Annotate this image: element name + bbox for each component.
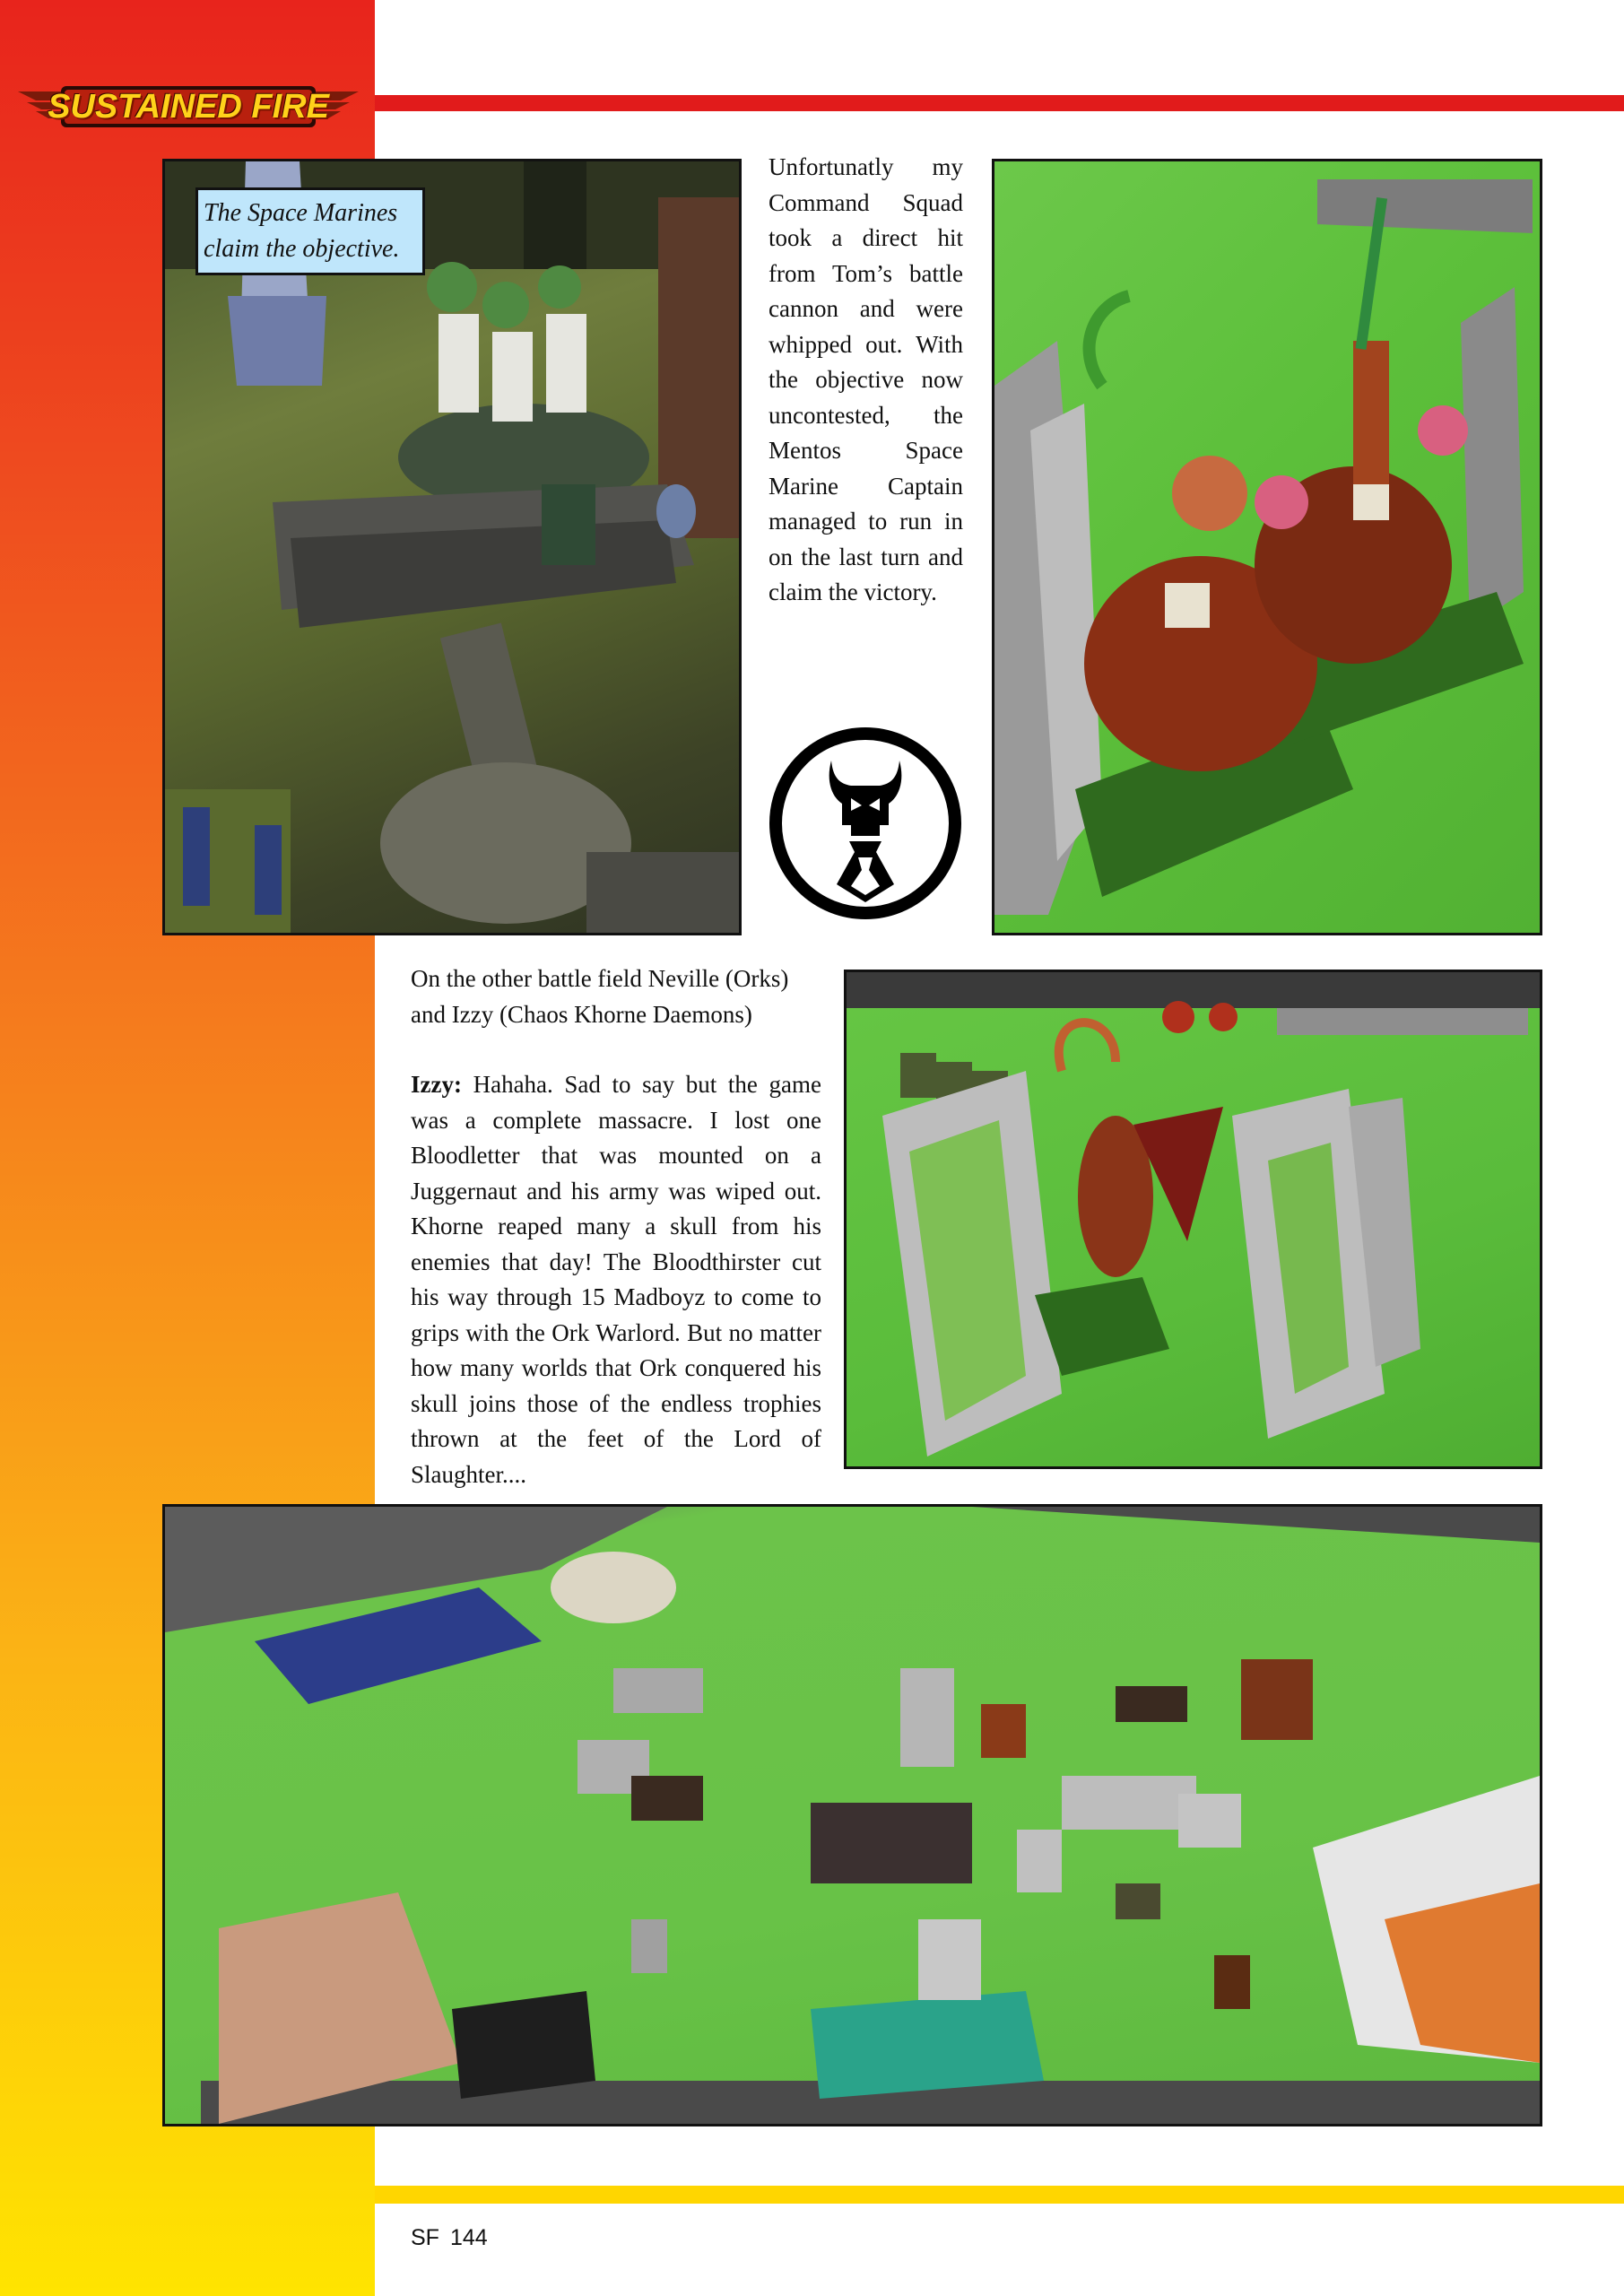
article-paragraph-command-squad: Unfortunatly my Command Squad took a direct hit from Tom’s battle cannon and were whipped out. With the objective now uncontested, the Mentos Space Marine Captain managed to run in on the last turn and claim the victory. bbox=[769, 153, 963, 605]
logo-title: SUSTAINED FIRE bbox=[48, 88, 329, 126]
sustained-fire-logo bbox=[18, 81, 359, 133]
izzy-report-text: Hahaha. Sad to say but the game was a complete massacre. I lost one Bloodletter that was mounted on a Juggernaut and his army was wiped out. Khorne reaped many a skull from his enemies that day! The Bloodthirster cut his way through 15 Madboyz to come to grips with the Ork Warlord. But no matter how many worlds that Ork conquered his skull joins those of the endless trophies thrown at the feet of the Lord of Slaughter.... bbox=[411, 1071, 821, 1488]
battlefield-intro: On the other battle field Neville (Orks) and Izzy (Chaos Khorne Daemons) bbox=[411, 965, 789, 1028]
photo-scene-daemon-models bbox=[994, 161, 1540, 933]
page-footer bbox=[411, 2225, 499, 2251]
caption-line-2: claim the objective. bbox=[204, 235, 400, 263]
photo-caption-box bbox=[195, 187, 425, 275]
photo-juggernaut-riders bbox=[992, 159, 1542, 935]
magazine-abbrev: SF bbox=[411, 2225, 439, 2250]
photo-scene-ruins bbox=[847, 972, 1540, 1466]
photo-bloodthirster-ruins bbox=[844, 970, 1542, 1469]
page-number: 144 bbox=[449, 2225, 488, 2250]
photo-scene-table-overview bbox=[165, 1507, 1540, 2124]
footer-rule bbox=[375, 2186, 1624, 2204]
photo-scene-tabletop-ruins bbox=[165, 161, 739, 933]
izzy-report bbox=[411, 1067, 821, 1492]
header-rule bbox=[375, 95, 1624, 111]
speaker-name: Izzy: bbox=[411, 1071, 462, 1098]
photo-full-battlefield-table bbox=[162, 1504, 1542, 2126]
article-section-other-battlefield bbox=[411, 961, 821, 1492]
khorne-skull-emblem-icon bbox=[769, 726, 962, 920]
caption-line-1: The Space Marines bbox=[204, 199, 398, 227]
